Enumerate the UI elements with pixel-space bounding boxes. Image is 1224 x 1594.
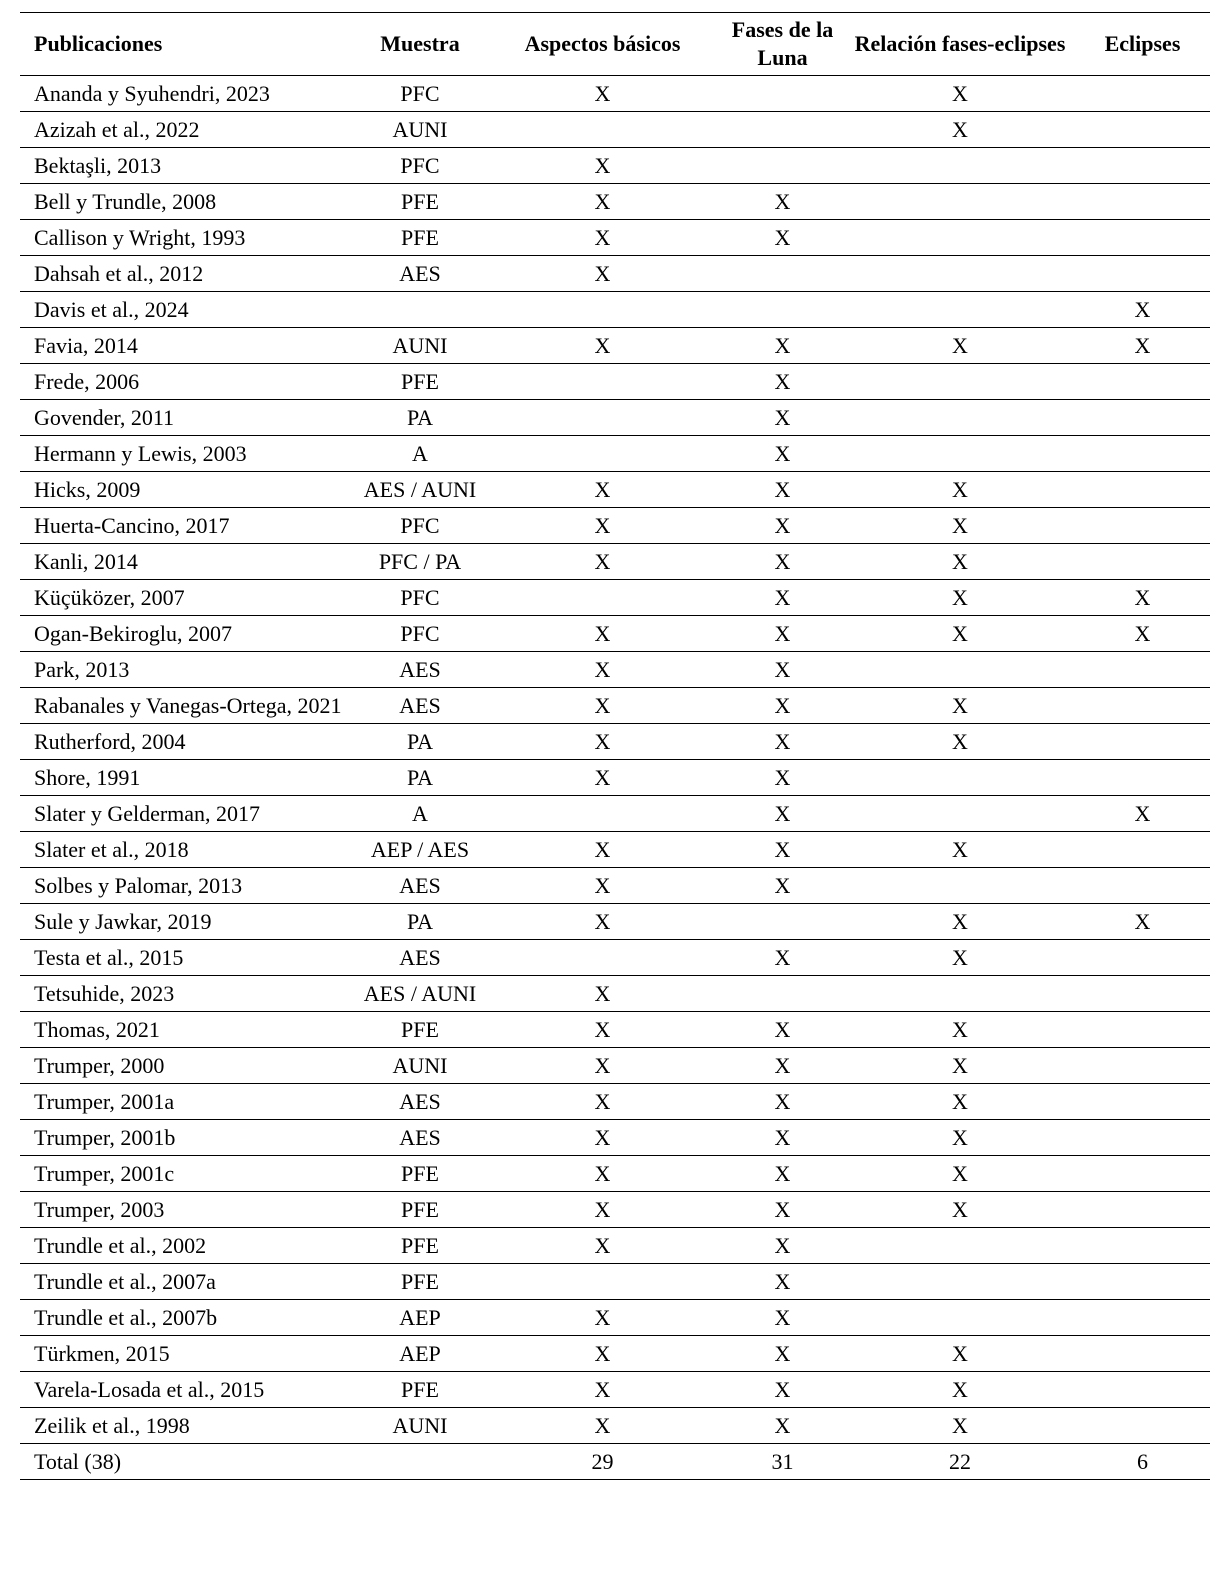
- cell-fases-de-la-luna: X: [720, 616, 845, 652]
- cell-eclipses: [1075, 1228, 1210, 1264]
- cell-fases-de-la-luna: X: [720, 1264, 845, 1300]
- cell-aspectos-basicos: [485, 292, 720, 328]
- cell-eclipses: [1075, 868, 1210, 904]
- cell-publicacion: Küçüközer, 2007: [20, 580, 355, 616]
- cell-eclipses: [1075, 1336, 1210, 1372]
- table-row: [20, 436, 1210, 472]
- cell-publicacion: Hermann y Lewis, 2003: [20, 436, 355, 472]
- cell-relacion-fases-eclipses: [845, 184, 1075, 220]
- cell-relacion-fases-eclipses: X: [845, 1156, 1075, 1192]
- cell-publicacion: Frede, 2006: [20, 364, 355, 400]
- cell-fases-de-la-luna: X: [720, 508, 845, 544]
- cell-fases-de-la-luna: X: [720, 220, 845, 256]
- cell-eclipses: [1075, 1084, 1210, 1120]
- cell-fases-de-la-luna: X: [720, 832, 845, 868]
- table-row: [20, 868, 1210, 904]
- cell-fases-de-la-luna: [720, 112, 845, 148]
- cell-publicacion: Slater et al., 2018: [20, 832, 355, 868]
- table-body: [20, 76, 1210, 1480]
- cell-muestra: PFE: [355, 184, 485, 220]
- table-row: [20, 472, 1210, 508]
- table-row: [20, 148, 1210, 184]
- cell-publicacion: Ananda y Syuhendri, 2023: [20, 76, 355, 112]
- cell-eclipses: [1075, 184, 1210, 220]
- cell-muestra: PFC / PA: [355, 544, 485, 580]
- cell-muestra: PFC: [355, 616, 485, 652]
- cell-publicacion: Davis et al., 2024: [20, 292, 355, 328]
- cell-muestra: AES: [355, 688, 485, 724]
- table-row: [20, 940, 1210, 976]
- cell-fases-de-la-luna: X: [720, 580, 845, 616]
- cell-fases-de-la-luna: [720, 292, 845, 328]
- cell-muestra: AEP: [355, 1300, 485, 1336]
- cell-muestra: PFE: [355, 1228, 485, 1264]
- cell-publicacion: Varela-Losada et al., 2015: [20, 1372, 355, 1408]
- cell-aspectos-basicos: X: [485, 1228, 720, 1264]
- cell-publicacion: Favia, 2014: [20, 328, 355, 364]
- table-row: [20, 328, 1210, 364]
- cell-muestra: PFC: [355, 76, 485, 112]
- cell-publicacion: Bektaşli, 2013: [20, 148, 355, 184]
- cell-eclipses: [1075, 472, 1210, 508]
- cell-fases-de-la-luna: X: [720, 688, 845, 724]
- cell-publicacion: Trundle et al., 2007a: [20, 1264, 355, 1300]
- table-row: [20, 292, 1210, 328]
- table-row: [20, 112, 1210, 148]
- cell-aspectos-basicos: [485, 112, 720, 148]
- cell-eclipses: [1075, 148, 1210, 184]
- cell-relacion-fases-eclipses: [845, 796, 1075, 832]
- cell-eclipses: [1075, 1192, 1210, 1228]
- table-row: [20, 724, 1210, 760]
- cell-fases-de-la-luna: X: [720, 652, 845, 688]
- table-row: [20, 832, 1210, 868]
- cell-publicacion: Zeilik et al., 1998: [20, 1408, 355, 1444]
- cell-aspectos-basicos: X: [485, 544, 720, 580]
- cell-aspectos-basicos: X: [485, 616, 720, 652]
- cell-eclipses: [1075, 256, 1210, 292]
- table-row: [20, 1192, 1210, 1228]
- table-row: [20, 544, 1210, 580]
- total-muestra: [355, 1444, 485, 1480]
- table-row: [20, 976, 1210, 1012]
- cell-publicacion: Govender, 2011: [20, 400, 355, 436]
- cell-publicacion: Sule y Jawkar, 2019: [20, 904, 355, 940]
- cell-publicacion: Türkmen, 2015: [20, 1336, 355, 1372]
- cell-relacion-fases-eclipses: X: [845, 544, 1075, 580]
- cell-fases-de-la-luna: X: [720, 1120, 845, 1156]
- header-fases-de-la-luna: Fases de la Luna: [720, 13, 845, 76]
- cell-aspectos-basicos: X: [485, 1156, 720, 1192]
- cell-muestra: PFC: [355, 580, 485, 616]
- cell-aspectos-basicos: X: [485, 688, 720, 724]
- cell-muestra: PA: [355, 904, 485, 940]
- cell-fases-de-la-luna: X: [720, 436, 845, 472]
- cell-muestra: PA: [355, 724, 485, 760]
- cell-fases-de-la-luna: X: [720, 1372, 845, 1408]
- cell-fases-de-la-luna: X: [720, 364, 845, 400]
- header-aspectos-basicos: Aspectos básicos: [485, 13, 720, 76]
- cell-fases-de-la-luna: [720, 76, 845, 112]
- table-row: [20, 1336, 1210, 1372]
- table-row: [20, 1228, 1210, 1264]
- cell-relacion-fases-eclipses: X: [845, 112, 1075, 148]
- table-header: [20, 13, 1210, 76]
- cell-muestra: [355, 292, 485, 328]
- table-row: [20, 220, 1210, 256]
- cell-eclipses: [1075, 400, 1210, 436]
- cell-aspectos-basicos: [485, 1264, 720, 1300]
- total-eclipses: 6: [1075, 1444, 1210, 1480]
- cell-muestra: AUNI: [355, 1408, 485, 1444]
- cell-aspectos-basicos: X: [485, 724, 720, 760]
- cell-relacion-fases-eclipses: [845, 292, 1075, 328]
- cell-eclipses: [1075, 1264, 1210, 1300]
- cell-fases-de-la-luna: [720, 148, 845, 184]
- cell-relacion-fases-eclipses: X: [845, 76, 1075, 112]
- cell-relacion-fases-eclipses: [845, 364, 1075, 400]
- table-row: [20, 76, 1210, 112]
- header-publicaciones: Publicaciones: [20, 13, 355, 76]
- cell-eclipses: [1075, 112, 1210, 148]
- cell-fases-de-la-luna: X: [720, 724, 845, 760]
- cell-aspectos-basicos: X: [485, 904, 720, 940]
- cell-fases-de-la-luna: [720, 976, 845, 1012]
- table-row: [20, 904, 1210, 940]
- header-muestra: Muestra: [355, 13, 485, 76]
- cell-fases-de-la-luna: X: [720, 1300, 845, 1336]
- cell-eclipses: [1075, 760, 1210, 796]
- total-publicacion: Total (38): [20, 1444, 355, 1480]
- cell-aspectos-basicos: X: [485, 976, 720, 1012]
- cell-aspectos-basicos: X: [485, 1408, 720, 1444]
- cell-eclipses: [1075, 1408, 1210, 1444]
- cell-muestra: PA: [355, 760, 485, 796]
- cell-publicacion: Trumper, 2001a: [20, 1084, 355, 1120]
- cell-muestra: AES / AUNI: [355, 472, 485, 508]
- cell-eclipses: [1075, 1300, 1210, 1336]
- table-row: [20, 1408, 1210, 1444]
- cell-fases-de-la-luna: X: [720, 328, 845, 364]
- table-row: [20, 1156, 1210, 1192]
- cell-eclipses: [1075, 1156, 1210, 1192]
- cell-relacion-fases-eclipses: X: [845, 724, 1075, 760]
- total-aspectos-basicos: 29: [485, 1444, 720, 1480]
- cell-relacion-fases-eclipses: X: [845, 688, 1075, 724]
- cell-muestra: PFE: [355, 1264, 485, 1300]
- cell-relacion-fases-eclipses: X: [845, 328, 1075, 364]
- cell-relacion-fases-eclipses: X: [845, 1084, 1075, 1120]
- cell-muestra: PFE: [355, 1372, 485, 1408]
- table-row: [20, 580, 1210, 616]
- table-row: [20, 364, 1210, 400]
- cell-aspectos-basicos: X: [485, 760, 720, 796]
- cell-aspectos-basicos: X: [485, 832, 720, 868]
- cell-relacion-fases-eclipses: [845, 868, 1075, 904]
- cell-relacion-fases-eclipses: [845, 400, 1075, 436]
- cell-publicacion: Trumper, 2001c: [20, 1156, 355, 1192]
- cell-publicacion: Huerta-Cancino, 2017: [20, 508, 355, 544]
- cell-aspectos-basicos: X: [485, 1120, 720, 1156]
- cell-publicacion: Thomas, 2021: [20, 1012, 355, 1048]
- cell-aspectos-basicos: X: [485, 1300, 720, 1336]
- cell-fases-de-la-luna: [720, 904, 845, 940]
- cell-eclipses: [1075, 976, 1210, 1012]
- cell-aspectos-basicos: [485, 364, 720, 400]
- cell-muestra: AUNI: [355, 1048, 485, 1084]
- cell-eclipses: X: [1075, 796, 1210, 832]
- cell-muestra: AEP: [355, 1336, 485, 1372]
- table-row: [20, 1120, 1210, 1156]
- cell-publicacion: Park, 2013: [20, 652, 355, 688]
- cell-fases-de-la-luna: X: [720, 184, 845, 220]
- cell-relacion-fases-eclipses: [845, 976, 1075, 1012]
- cell-relacion-fases-eclipses: X: [845, 580, 1075, 616]
- cell-fases-de-la-luna: X: [720, 1336, 845, 1372]
- cell-eclipses: [1075, 1048, 1210, 1084]
- cell-relacion-fases-eclipses: [845, 1300, 1075, 1336]
- cell-muestra: AES: [355, 940, 485, 976]
- cell-aspectos-basicos: [485, 580, 720, 616]
- cell-eclipses: X: [1075, 580, 1210, 616]
- cell-fases-de-la-luna: X: [720, 400, 845, 436]
- cell-eclipses: X: [1075, 616, 1210, 652]
- cell-muestra: AES: [355, 1120, 485, 1156]
- cell-relacion-fases-eclipses: X: [845, 1192, 1075, 1228]
- cell-aspectos-basicos: X: [485, 1192, 720, 1228]
- cell-publicacion: Callison y Wright, 1993: [20, 220, 355, 256]
- table-row: [20, 1300, 1210, 1336]
- cell-fases-de-la-luna: X: [720, 1012, 845, 1048]
- cell-muestra: PA: [355, 400, 485, 436]
- cell-relacion-fases-eclipses: X: [845, 832, 1075, 868]
- cell-aspectos-basicos: X: [485, 328, 720, 364]
- cell-publicacion: Dahsah et al., 2012: [20, 256, 355, 292]
- cell-eclipses: [1075, 688, 1210, 724]
- cell-fases-de-la-luna: X: [720, 1228, 845, 1264]
- cell-muestra: PFE: [355, 1192, 485, 1228]
- table-row: [20, 1084, 1210, 1120]
- cell-aspectos-basicos: X: [485, 1084, 720, 1120]
- cell-fases-de-la-luna: X: [720, 940, 845, 976]
- table-row: [20, 1264, 1210, 1300]
- cell-relacion-fases-eclipses: X: [845, 1372, 1075, 1408]
- cell-eclipses: [1075, 1012, 1210, 1048]
- cell-fases-de-la-luna: [720, 256, 845, 292]
- cell-relacion-fases-eclipses: X: [845, 508, 1075, 544]
- cell-muestra: PFE: [355, 1156, 485, 1192]
- cell-publicacion: Azizah et al., 2022: [20, 112, 355, 148]
- cell-muestra: A: [355, 436, 485, 472]
- cell-eclipses: [1075, 364, 1210, 400]
- cell-relacion-fases-eclipses: X: [845, 904, 1075, 940]
- cell-aspectos-basicos: X: [485, 1372, 720, 1408]
- cell-eclipses: [1075, 652, 1210, 688]
- table-row: [20, 508, 1210, 544]
- table-row: [20, 796, 1210, 832]
- cell-relacion-fases-eclipses: [845, 256, 1075, 292]
- cell-publicacion: Testa et al., 2015: [20, 940, 355, 976]
- cell-publicacion: Trumper, 2003: [20, 1192, 355, 1228]
- cell-aspectos-basicos: X: [485, 148, 720, 184]
- publications-table: [20, 12, 1210, 1480]
- table-row: [20, 688, 1210, 724]
- table-row: [20, 400, 1210, 436]
- cell-relacion-fases-eclipses: X: [845, 616, 1075, 652]
- cell-muestra: AES: [355, 256, 485, 292]
- table-row: [20, 1048, 1210, 1084]
- cell-publicacion: Shore, 1991: [20, 760, 355, 796]
- cell-relacion-fases-eclipses: [845, 220, 1075, 256]
- cell-eclipses: [1075, 1372, 1210, 1408]
- header-eclipses: Eclipses: [1075, 13, 1210, 76]
- cell-aspectos-basicos: X: [485, 1336, 720, 1372]
- cell-fases-de-la-luna: X: [720, 1156, 845, 1192]
- table-row: [20, 1372, 1210, 1408]
- cell-muestra: PFE: [355, 1012, 485, 1048]
- total-row: [20, 1444, 1210, 1480]
- cell-aspectos-basicos: X: [485, 508, 720, 544]
- table-row: [20, 184, 1210, 220]
- cell-publicacion: Trundle et al., 2002: [20, 1228, 355, 1264]
- cell-aspectos-basicos: X: [485, 868, 720, 904]
- table-row: [20, 760, 1210, 796]
- cell-relacion-fases-eclipses: [845, 652, 1075, 688]
- cell-muestra: PFC: [355, 508, 485, 544]
- cell-publicacion: Tetsuhide, 2023: [20, 976, 355, 1012]
- cell-aspectos-basicos: X: [485, 256, 720, 292]
- cell-fases-de-la-luna: X: [720, 868, 845, 904]
- cell-publicacion: Rabanales y Vanegas-Ortega, 2021: [20, 688, 355, 724]
- cell-fases-de-la-luna: X: [720, 1408, 845, 1444]
- cell-muestra: PFC: [355, 148, 485, 184]
- cell-aspectos-basicos: X: [485, 1048, 720, 1084]
- cell-eclipses: [1075, 76, 1210, 112]
- cell-eclipses: [1075, 508, 1210, 544]
- cell-aspectos-basicos: [485, 436, 720, 472]
- cell-muestra: AEP / AES: [355, 832, 485, 868]
- cell-eclipses: [1075, 1120, 1210, 1156]
- cell-aspectos-basicos: [485, 940, 720, 976]
- cell-fases-de-la-luna: X: [720, 760, 845, 796]
- total-fases-de-la-luna: 31: [720, 1444, 845, 1480]
- cell-muestra: AES: [355, 1084, 485, 1120]
- cell-aspectos-basicos: [485, 400, 720, 436]
- cell-relacion-fases-eclipses: [845, 148, 1075, 184]
- cell-fases-de-la-luna: X: [720, 1048, 845, 1084]
- cell-muestra: AES / AUNI: [355, 976, 485, 1012]
- table-row: [20, 616, 1210, 652]
- cell-relacion-fases-eclipses: [845, 1228, 1075, 1264]
- cell-muestra: AUNI: [355, 328, 485, 364]
- table-row: [20, 256, 1210, 292]
- cell-publicacion: Solbes y Palomar, 2013: [20, 868, 355, 904]
- cell-relacion-fases-eclipses: [845, 1264, 1075, 1300]
- cell-fases-de-la-luna: X: [720, 1192, 845, 1228]
- cell-eclipses: [1075, 544, 1210, 580]
- cell-publicacion: Kanli, 2014: [20, 544, 355, 580]
- cell-muestra: AUNI: [355, 112, 485, 148]
- cell-relacion-fases-eclipses: X: [845, 472, 1075, 508]
- cell-relacion-fases-eclipses: X: [845, 940, 1075, 976]
- cell-fases-de-la-luna: X: [720, 796, 845, 832]
- cell-aspectos-basicos: X: [485, 220, 720, 256]
- cell-relacion-fases-eclipses: X: [845, 1048, 1075, 1084]
- cell-muestra: A: [355, 796, 485, 832]
- cell-fases-de-la-luna: X: [720, 1084, 845, 1120]
- cell-muestra: AES: [355, 652, 485, 688]
- table-row: [20, 652, 1210, 688]
- cell-eclipses: [1075, 940, 1210, 976]
- cell-eclipses: X: [1075, 328, 1210, 364]
- cell-eclipses: [1075, 436, 1210, 472]
- cell-relacion-fases-eclipses: [845, 760, 1075, 796]
- cell-aspectos-basicos: X: [485, 76, 720, 112]
- cell-eclipses: X: [1075, 904, 1210, 940]
- cell-publicacion: Trumper, 2000: [20, 1048, 355, 1084]
- cell-relacion-fases-eclipses: X: [845, 1408, 1075, 1444]
- cell-relacion-fases-eclipses: [845, 436, 1075, 472]
- cell-relacion-fases-eclipses: X: [845, 1012, 1075, 1048]
- cell-eclipses: [1075, 724, 1210, 760]
- cell-publicacion: Ogan-Bekiroglu, 2007: [20, 616, 355, 652]
- cell-aspectos-basicos: X: [485, 184, 720, 220]
- total-relacion-fases-eclipses: 22: [845, 1444, 1075, 1480]
- header-relacion-fases-eclipses: Relación fases-eclipses: [845, 13, 1075, 76]
- publications-table-container: [20, 12, 1210, 1480]
- cell-eclipses: [1075, 832, 1210, 868]
- cell-relacion-fases-eclipses: X: [845, 1336, 1075, 1372]
- cell-relacion-fases-eclipses: X: [845, 1120, 1075, 1156]
- cell-publicacion: Trumper, 2001b: [20, 1120, 355, 1156]
- table-row: [20, 1012, 1210, 1048]
- cell-fases-de-la-luna: X: [720, 472, 845, 508]
- cell-publicacion: Rutherford, 2004: [20, 724, 355, 760]
- cell-muestra: AES: [355, 868, 485, 904]
- cell-publicacion: Trundle et al., 2007b: [20, 1300, 355, 1336]
- cell-eclipses: X: [1075, 292, 1210, 328]
- cell-publicacion: Hicks, 2009: [20, 472, 355, 508]
- cell-muestra: PFE: [355, 220, 485, 256]
- cell-publicacion: Bell y Trundle, 2008: [20, 184, 355, 220]
- cell-aspectos-basicos: X: [485, 472, 720, 508]
- cell-fases-de-la-luna: X: [720, 544, 845, 580]
- cell-aspectos-basicos: [485, 796, 720, 832]
- cell-publicacion: Slater y Gelderman, 2017: [20, 796, 355, 832]
- cell-aspectos-basicos: X: [485, 652, 720, 688]
- cell-aspectos-basicos: X: [485, 1012, 720, 1048]
- cell-eclipses: [1075, 220, 1210, 256]
- cell-muestra: PFE: [355, 364, 485, 400]
- header-row: [20, 13, 1210, 76]
